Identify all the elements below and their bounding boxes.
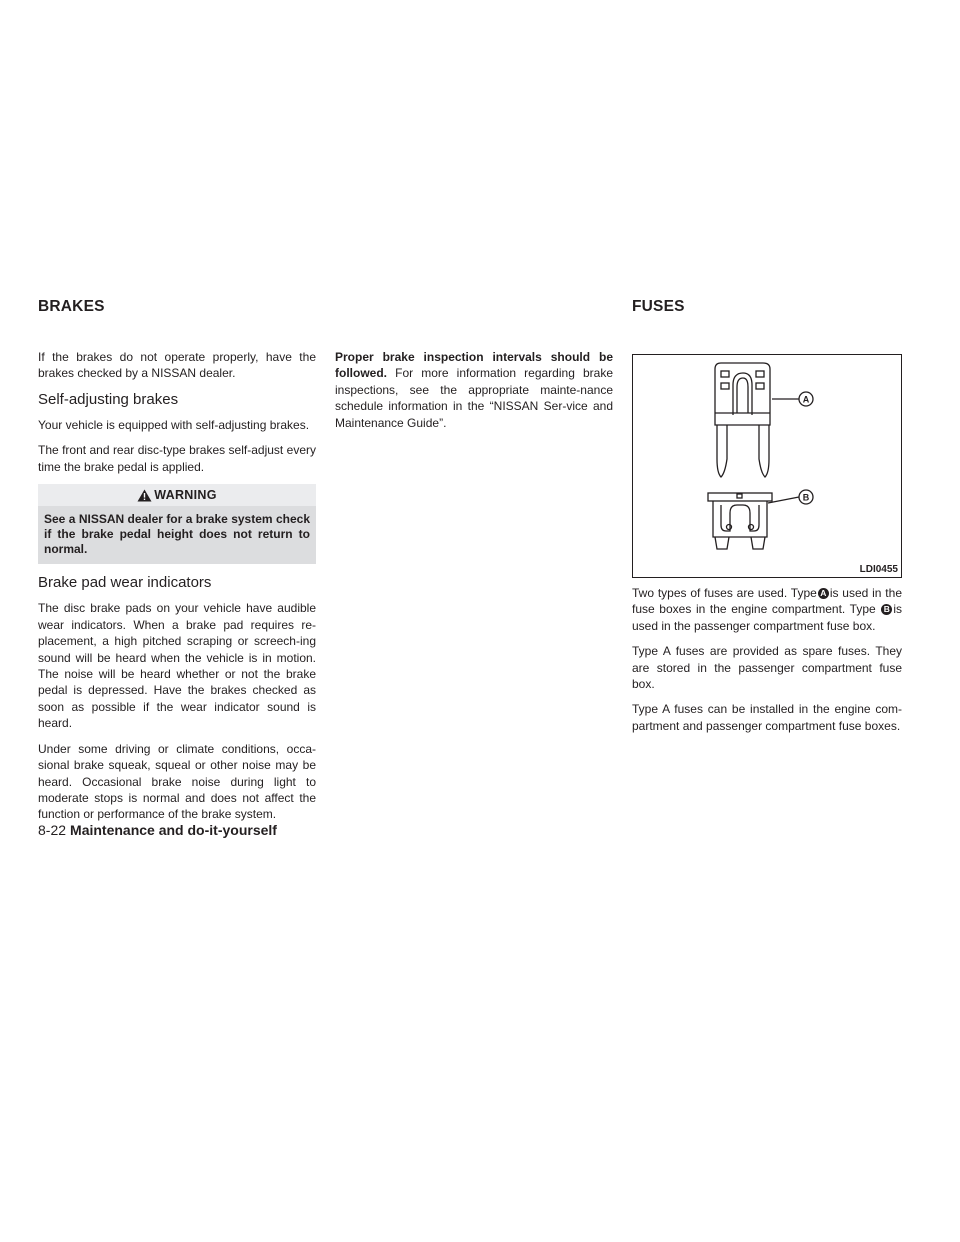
fuses-paragraph-3: Type A fuses can be installed in the engine com-partment and passenger compartment fuse boxes.: [632, 702, 902, 733]
pad-wear-paragraph-2: Under some driving or climate conditions, occa-sional brake squeak, squeal or other noise may be heard. Occasional brake noise during light to moderate stops is normal and does not affect the function or performance of the brake system.: [38, 741, 316, 822]
warning-icon: [137, 489, 152, 502]
fuse-illustration: [633, 355, 901, 577]
page-number: 8-22: [38, 822, 67, 838]
fuses-p1-part-b: is used in the fuse boxes in the engine compartment. Type: [632, 586, 902, 617]
fuses-p1-part-a: Two types of fuses are used. Type: [632, 586, 817, 600]
circled-a-icon: A: [818, 588, 829, 599]
fuses-heading: FUSES: [632, 298, 685, 315]
fuses-paragraph-2: Type A fuses are provided as spare fuses. They are stored in the passenger compartment fuse box.: [632, 644, 902, 692]
page-footer: [38, 822, 277, 838]
brakes-intro: If the brakes do not operate properly, have the brakes checked by a NISSAN dealer.: [38, 350, 316, 381]
figure-id: LDI0455: [859, 564, 898, 575]
fuses-p1-part-c: is used in the passenger compartment fuse box.: [632, 602, 903, 633]
warning-box: [38, 484, 316, 564]
fuse-figure: [632, 354, 902, 578]
circled-b-icon: B: [881, 604, 892, 615]
brakes-column-2: [335, 349, 613, 440]
inspection-text: For more information regarding brake inspections, see the appropriate mainte-nance schedule information in the “NISSAN Ser-vice and Maintenance Guide”.: [335, 366, 613, 430]
inspection-bold-text: Proper brake inspection intervals should be followed.: [335, 350, 613, 381]
warning-text: See a NISSAN dealer for a brake system check if the brake pedal height does not return to normal.: [44, 512, 310, 557]
self-adjusting-paragraph-1: Your vehicle is equipped with self-adjusting brakes.: [38, 417, 310, 432]
self-adjusting-heading: Self-adjusting brakes: [38, 390, 179, 408]
warning-header: [38, 484, 316, 506]
brakes-column-1: [38, 349, 316, 832]
figure-label-a: A: [802, 394, 810, 405]
pad-wear-paragraph-1: The disc brake pads on your vehicle have audible wear indicators. When a brake pad requires re-placement, a high pitched scraping or screech-ing sound will be heard when the vehicle is in motion. The noise will be heard whether or not the brake pedal is depressed. Have the brakes checked as soon as possible if the wear indicator sound is heard.: [38, 601, 316, 731]
self-adjusting-paragraph-2: The front and rear disc-type brakes self-adjust every time the brake pedal is applied.: [38, 443, 316, 474]
fuses-paragraph-1: [632, 585, 902, 634]
pad-wear-heading: Brake pad wear indicators: [38, 574, 212, 592]
warning-label: WARNING: [154, 488, 217, 503]
inspection-paragraph: [335, 349, 613, 431]
figure-label-b: B: [802, 492, 810, 503]
footer-section: Maintenance and do-it-yourself: [70, 822, 277, 838]
brakes-heading: BRAKES: [38, 298, 105, 315]
fuses-column: [632, 585, 902, 743]
